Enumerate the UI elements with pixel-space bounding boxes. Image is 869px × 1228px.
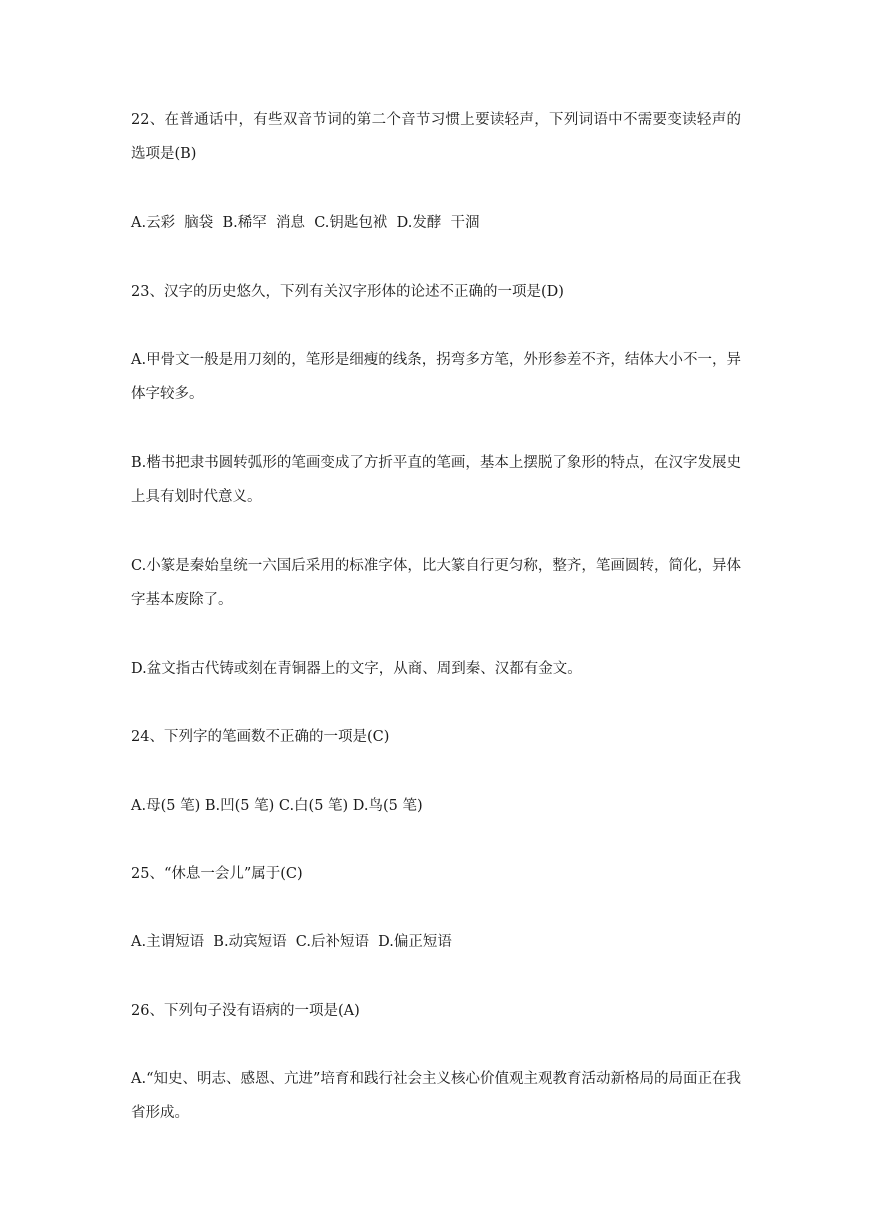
question-23-option-b: B.楷书把隶书圆转弧形的笔画变成了方折平直的笔画，基本上摆脱了象形的特点，在汉字发展史上具有划时代意义。: [131, 455, 741, 505]
question-26-option-a: A.“知史、明志、感恩、亢进”培育和践行社会主义核心价值观主观教育活动新格局的局面正在我省形成。: [131, 1071, 741, 1121]
question-23-option-d: D.盆文指古代铸或刻在青铜器上的文字，从商、周到秦、汉都有金文。: [131, 661, 582, 677]
question-25-options: A.主谓短语 B.动宾短语 C.后补短语 D.偏正短语: [131, 934, 452, 950]
question-26: 26、下列句子没有语病的一项是(A): [131, 1003, 360, 1019]
question-24-options: A.母(5 笔) B.凹(5 笔) C.白(5 笔) D.鸟(5 笔): [131, 798, 423, 814]
question-23-option-a: A.甲骨文一般是用刀刻的，笔形是细瘦的线条，拐弯多方笔，外形参差不齐，结体大小不一，异体字较多。: [131, 352, 741, 402]
question-23-option-c: C.小篆是秦始皇统一六国后采用的标准字体，比大篆自行更匀称，整齐，笔画圆转，简化，异体字基本废除了。: [131, 558, 741, 608]
question-23: 23、汉字的历史悠久，下列有关汉字形体的论述不正确的一项是(D): [131, 284, 564, 300]
question-22-options: A.云彩 脑袋 B.稀罕 消息 C.钥匙包袱 D.发酵 干涸: [131, 215, 480, 231]
question-22: 22、在普通话中，有些双音节词的第二个音节习惯上要读轻声，下列词语中不需要变读轻声的选项是(B): [131, 112, 741, 162]
question-25: 25、“休息一会儿”属于(C): [131, 866, 303, 882]
question-24: 24、下列字的笔画数不正确的一项是(C): [131, 729, 390, 745]
